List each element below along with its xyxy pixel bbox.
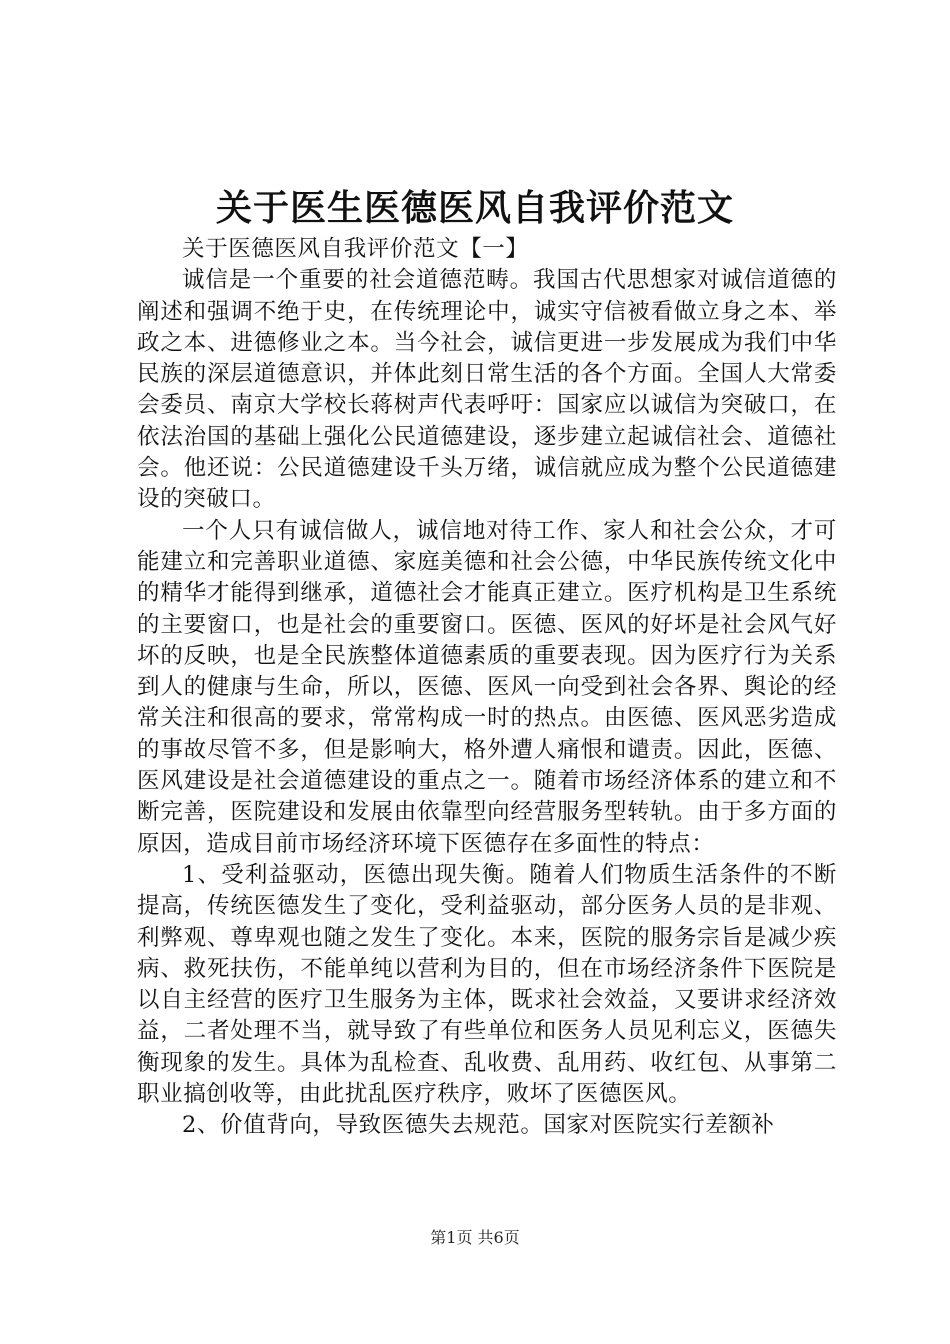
document-body <box>137 234 837 1142</box>
paragraph-medical-ethics: 一个人只有诚信做人，诚信地对待工作、家人和社会公众，才可能建立和完善职业道德、家庭美德和社会公德，中华民族传统文化中的精华才能得到继承，道德社会才能真正建立。医疗机构是卫生系统的主要窗口，也是社会的重要窗口。医德、医风的好坏是社会风气好坏的反映，也是全民族整体道德素质的重要表现。因为医疗行为关系到人的健康与生命，所以，医德、医风一向受到社会各界、舆论的经常关注和很高的要求，常常构成一时的热点。由医德、医风恶劣造成的事故尽管不多，但是影响大，格外遭人痛恨和谴责。因此，医德、医风建设是社会道德建设的重点之一。随着市场经济体系的建立和不断完善，医院建设和发展由依靠型向经营服务型转轨。由于多方面的原因，造成目前市场经济环境下医德存在多面性的特点： <box>137 517 837 857</box>
paragraph-point-2: 2、价值背向，导致医德失去规范。国家对医院实行差额补 <box>182 1112 775 1139</box>
page-number-footer: 第1页 共6页 <box>430 1228 520 1247</box>
document-title: 关于医生医德医风自我评价范文 <box>215 187 734 229</box>
paragraph-integrity: 诚信是一个重要的社会道德范畴。我国古代思想家对诚信道德的阐述和强调不绝于史，在传统理论中，诚实守信被看做立身之本、举政之本、进德修业之本。当今社会，诚信更进一步发展成为我们中华民族的深层道德意识，并体此刻日常生活的各个方面。全国人大常委会委员、南京大学校长蒋树声代表呼吁：国家应以诚信为突破口，在依法治国的基础上强化公民道德建设，逐步建立起诚信社会、道德社会。他还说：公民道德建设千头万绪，诚信就应成为整个公民道德建设的突破口。 <box>137 267 837 513</box>
section-heading: 关于医德医风自我评价范文【一】 <box>182 236 529 262</box>
paragraph-point-1: 1、受利益驱动，医德出现失衡。随着人们物质生活条件的不断提高，传统医德发生了变化，受利益驱动，部分医务人员的是非观、利弊观、尊卑观也随之发生了变化。本来，医院的服务宗旨是减少疾病、救死扶伤，不能单纯以营利为目的，但在市场经济条件下医院是以自主经营的医疗卫生服务为主体，既求社会效益，又要讲求经济效益，二者处理不当，就导致了有些单位和医务人员见利忘义，医德失衡现象的发生。具体为乱检查、乱收费、乱用药、收红包、从事第二职业搞创收等，由此扰乱医疗秩序，败坏了医德医风。 <box>137 861 837 1108</box>
